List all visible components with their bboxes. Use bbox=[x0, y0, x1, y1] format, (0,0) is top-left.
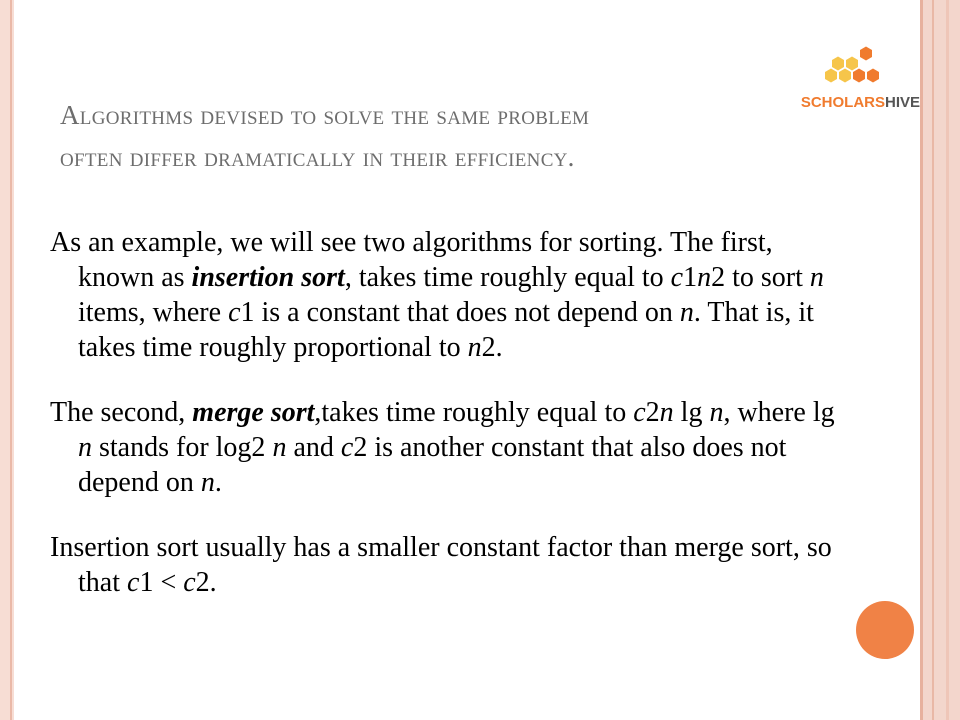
title-line-1: Algorithms devised to solve the same problem bbox=[60, 100, 590, 130]
term-insertion-sort: insertion sort bbox=[191, 262, 345, 293]
paragraph-merge-sort: The second, merge sort,takes time roughly equal to c2n lg n, where lg n stands for log2 n and c2 is another constant that also does not depend on n. bbox=[50, 397, 835, 498]
paragraph-constant-factor: Insertion sort usually has a smaller constant factor than merge sort, so that c1 < c2. bbox=[50, 532, 832, 598]
paragraph-insertion-sort: As an example, we will see two algorithms for sorting. The first, known as insertion sort, takes time roughly equal to c1n2 to sort n items, where c1 is a constant that does not depend on n. That is, it takes time roughly proportional to n2. bbox=[50, 227, 824, 363]
slide-title bbox=[60, 94, 820, 178]
right-border bbox=[920, 0, 960, 720]
logo-text: SCHOLARSHIVE bbox=[800, 94, 920, 111]
orange-circle-decoration bbox=[856, 601, 914, 659]
slide-body bbox=[50, 225, 850, 600]
left-border bbox=[0, 0, 14, 720]
title-line-2: often differ dramatically in their efficiency. bbox=[60, 142, 575, 172]
hive-icon bbox=[814, 46, 914, 94]
term-merge-sort: merge sort bbox=[192, 397, 315, 428]
